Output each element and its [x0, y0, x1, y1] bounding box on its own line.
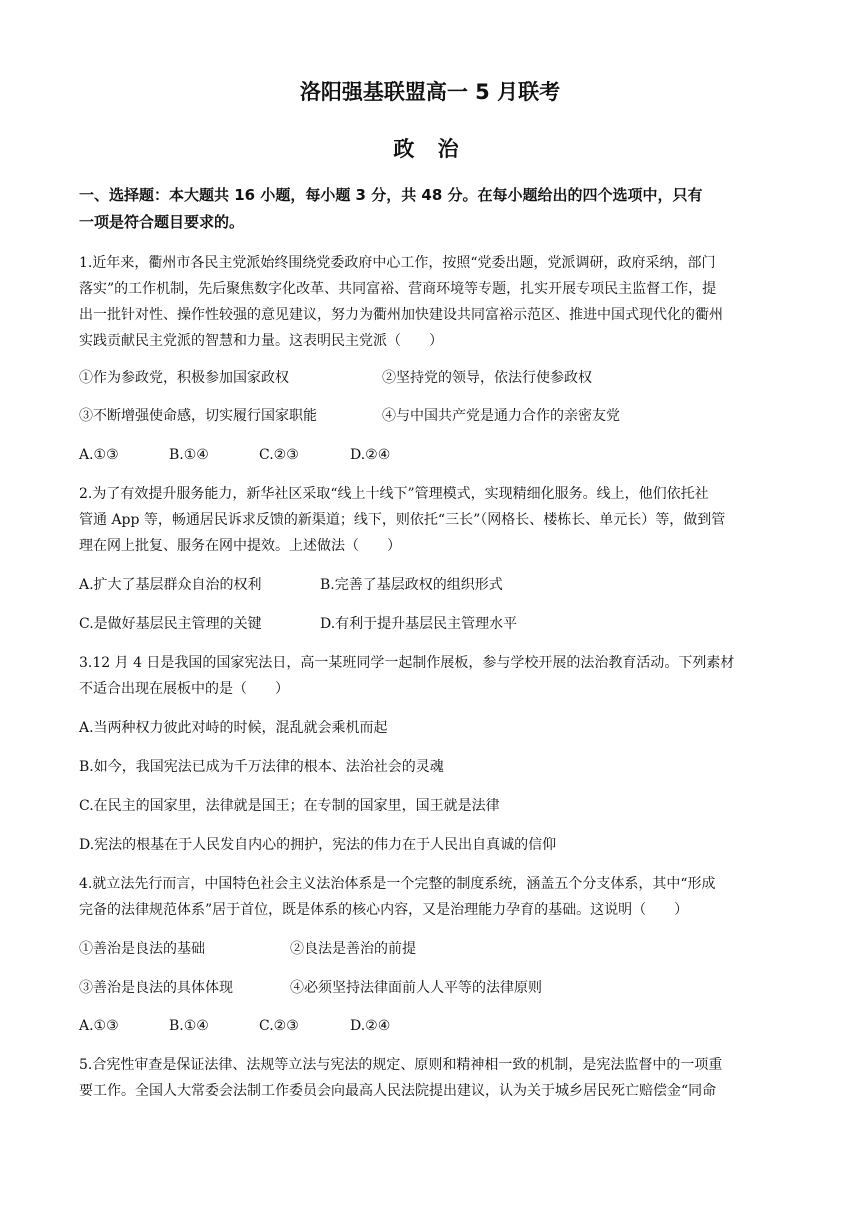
q2-stem-line-2: 管通 App 等，畅通居民诉求反馈的新渠道；线下，则依托“三长”（网格长、楼栋长、单元长）等，做到管: [79, 512, 726, 528]
q1-statement-3: ③不断增强使命感，切实履行国家职能: [79, 408, 317, 424]
q4-choice-c: C.②③: [259, 1018, 299, 1034]
q1-choice-b: B.①④: [169, 447, 209, 463]
q4-statement-4: ④必须坚持法律面前人人平等的法律原则: [290, 980, 542, 996]
q3-choice-d: D.宪法的根基在于人民发自内心的拥护，宪法的伟力在于人民出自真诚的信仰: [79, 837, 557, 853]
q2-stem-line-3: 理在网上批复、服务在网中提效。上述做法（ ）: [79, 538, 401, 554]
q3-stem-line-2: 不适合出现在展板中的是（ ）: [79, 681, 289, 697]
q4-statement-3: ③善治是良法的具体体现: [79, 980, 233, 996]
q2-choice-c: C.是做好基层民主管理的关键: [79, 616, 262, 632]
q1-choice-a: A.①③: [79, 447, 119, 463]
section-heading-line-1: 一、选择题：本大题共 16 小题，每小题 3 分，共 48 分。在每小题给出的四个选项中，只有: [79, 186, 703, 204]
q4-choice-d: D.②④: [350, 1018, 391, 1034]
q1-choice-c: C.②③: [259, 447, 299, 463]
q2-choice-d: D.有利于提升基层民主管理水平: [320, 616, 518, 632]
q4-choice-b: B.①④: [169, 1018, 209, 1034]
q3-choice-a: A.当两种权力彼此对峙的时候，混乱就会乘机而起: [79, 720, 388, 736]
q5-stem-line-1: 5.合宪性审查是保证法律、法规等立法与宪法的规定、原则和精神相一致的机制，是宪法监督中的一项重: [79, 1057, 723, 1073]
subject-title: 政 治: [393, 137, 467, 161]
q2-choice-a: A.扩大了基层群众自治的权利: [79, 577, 262, 593]
q1-statement-1: ①作为参政党，积极参加国家政权: [79, 370, 289, 386]
q4-stem-line-1: 4.就立法先行而言，中国特色社会主义法治体系是一个完整的制度系统，涵盖五个分支体系，其中“形成: [79, 876, 716, 892]
q2-stem-line-1: 2.为了有效提升服务能力，新华社区采取“线上十线下”管理模式，实现精细化服务。线上，他们依托社: [79, 486, 709, 502]
q5-stem-line-2: 要工作。全国人大常委会法制工作委员会向最高人民法院提出建议，认为关于城乡居民死亡赔偿金“同命: [79, 1083, 717, 1099]
q4-stem-line-2: 完备的法律规范体系”居于首位，既是体系的核心内容，又是治理能力孕育的基础。这说明（ ）: [79, 902, 689, 918]
q1-stem-line-3: 出一批针对性、操作性较强的意见建议，努力为衢州加快建设共同富裕示范区、推进中国式现代化的衢州: [79, 307, 723, 323]
q1-choice-d: D.②④: [350, 447, 391, 463]
q1-stem-line-2: 落实”的工作机制，先后聚焦数字化改革、共同富裕、营商环境等专题，扎实开展专项民主监督工作，提: [79, 281, 717, 297]
q1-statement-2: ②坚持党的领导，依法行使参政权: [382, 370, 592, 386]
q4-statement-1: ①善治是良法的基础: [79, 941, 205, 957]
q1-stem-line-4: 实践贡献民主党派的智慧和力量。这表明民主党派（ ）: [79, 333, 443, 349]
q3-choice-b: B.如今，我国宪法已成为千万法律的根本、法治社会的灵魂: [79, 759, 444, 775]
q3-stem-line-1: 3.12 月 4 日是我国的国家宪法日，高一某班同学一起制作展板，参与学校开展的法治教育活动。下列素材: [79, 655, 735, 671]
exam-title: 洛阳强基联盟高一 5 月联考: [299, 80, 561, 104]
q1-statement-4: ④与中国共产党是通力合作的亲密友党: [382, 408, 620, 424]
q4-choice-a: A.①③: [79, 1018, 119, 1034]
q2-choice-b: B.完善了基层政权的组织形式: [320, 577, 503, 593]
q4-statement-2: ②良法是善治的前提: [290, 941, 416, 957]
q1-stem-line-1: 1.近年来，衢州市各民主党派始终围绕党委政府中心工作，按照“党委出题，党派调研，政府采纳，部门: [79, 255, 716, 271]
q3-choice-c: C.在民主的国家里，法律就是国王；在专制的国家里，国王就是法律: [79, 798, 500, 814]
section-heading-line-2: 一项是符合题目要求的。: [79, 213, 245, 231]
